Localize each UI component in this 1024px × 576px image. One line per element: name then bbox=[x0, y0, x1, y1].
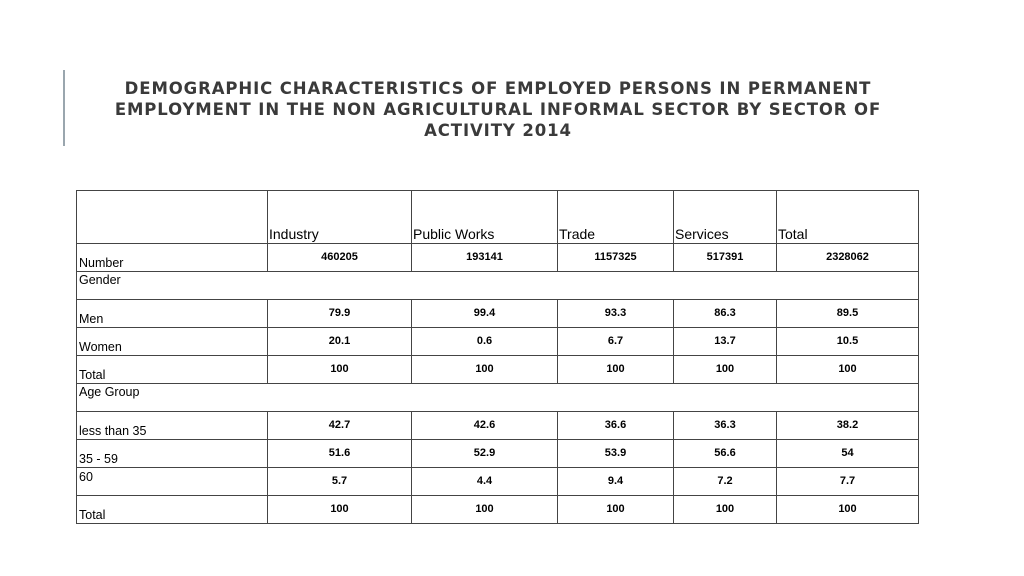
table-cell: 0.6 bbox=[412, 328, 558, 356]
table-row-number bbox=[77, 244, 919, 272]
table-cell: 100 bbox=[412, 496, 558, 524]
header-services: Services bbox=[674, 191, 777, 244]
table-row-age-total bbox=[77, 496, 919, 524]
table-cell: 99.4 bbox=[412, 300, 558, 328]
section-heading-gender: Gender bbox=[77, 272, 919, 300]
table-cell: 517391 bbox=[674, 244, 777, 272]
table-cell: 7.2 bbox=[674, 468, 777, 496]
header-total: Total bbox=[777, 191, 919, 244]
demographics-table bbox=[76, 190, 919, 524]
table-row-35-59 bbox=[77, 440, 919, 468]
row-label: Number bbox=[77, 244, 268, 272]
table-cell: 86.3 bbox=[674, 300, 777, 328]
table-cell: 5.7 bbox=[268, 468, 412, 496]
table-cell: 6.7 bbox=[558, 328, 674, 356]
header-row bbox=[77, 191, 919, 244]
table-cell: 460205 bbox=[268, 244, 412, 272]
table-cell: 9.4 bbox=[558, 468, 674, 496]
table-cell: 100 bbox=[777, 356, 919, 384]
section-heading-age: Age Group bbox=[77, 384, 919, 412]
table-row-age-heading bbox=[77, 384, 919, 412]
table-cell: 100 bbox=[558, 496, 674, 524]
header-public-works: Public Works bbox=[412, 191, 558, 244]
table-cell: 100 bbox=[674, 496, 777, 524]
row-label: Total bbox=[77, 496, 268, 524]
table-row-60 bbox=[77, 468, 919, 496]
row-label: 60 bbox=[77, 468, 268, 496]
table-cell: 100 bbox=[674, 356, 777, 384]
table-cell: 52.9 bbox=[412, 440, 558, 468]
header-cell-empty bbox=[77, 191, 268, 244]
table-row-gender-heading bbox=[77, 272, 919, 300]
header-trade: Trade bbox=[558, 191, 674, 244]
table-row-less-than-35 bbox=[77, 412, 919, 440]
table-cell: 100 bbox=[412, 356, 558, 384]
table-cell: 10.5 bbox=[777, 328, 919, 356]
table-row-gender-total bbox=[77, 356, 919, 384]
table-cell: 42.7 bbox=[268, 412, 412, 440]
table-cell: 4.4 bbox=[412, 468, 558, 496]
table-cell: 100 bbox=[558, 356, 674, 384]
slide-title: DEMOGRAPHIC CHARACTERISTICS OF EMPLOYED PERSONS IN PERMANENT EMPLOYMENT IN THE NON AGRICULTURAL INFORMAL SECTOR BY SECTOR OF ACTIVITY 2014 bbox=[114, 79, 882, 140]
table-cell: 20.1 bbox=[268, 328, 412, 356]
accent-line bbox=[63, 70, 65, 146]
table-cell: 42.6 bbox=[412, 412, 558, 440]
table-cell: 89.5 bbox=[777, 300, 919, 328]
table-cell: 1157325 bbox=[558, 244, 674, 272]
table-cell: 53.9 bbox=[558, 440, 674, 468]
row-label: Women bbox=[77, 328, 268, 356]
table-row-men bbox=[77, 300, 919, 328]
row-label: less than 35 bbox=[77, 412, 268, 440]
table-cell: 93.3 bbox=[558, 300, 674, 328]
table-cell: 2328062 bbox=[777, 244, 919, 272]
table-cell: 13.7 bbox=[674, 328, 777, 356]
table-cell: 100 bbox=[268, 496, 412, 524]
table-cell: 79.9 bbox=[268, 300, 412, 328]
table-cell: 38.2 bbox=[777, 412, 919, 440]
table-cell: 36.3 bbox=[674, 412, 777, 440]
row-label: 35 - 59 bbox=[77, 440, 268, 468]
row-label: Total bbox=[77, 356, 268, 384]
row-label: Men bbox=[77, 300, 268, 328]
table-row-women bbox=[77, 328, 919, 356]
header-industry: Industry bbox=[268, 191, 412, 244]
table-cell: 100 bbox=[777, 496, 919, 524]
table-cell: 54 bbox=[777, 440, 919, 468]
table-cell: 7.7 bbox=[777, 468, 919, 496]
table-cell: 36.6 bbox=[558, 412, 674, 440]
table-cell: 56.6 bbox=[674, 440, 777, 468]
table-cell: 51.6 bbox=[268, 440, 412, 468]
table-cell: 100 bbox=[268, 356, 412, 384]
table-cell: 193141 bbox=[412, 244, 558, 272]
